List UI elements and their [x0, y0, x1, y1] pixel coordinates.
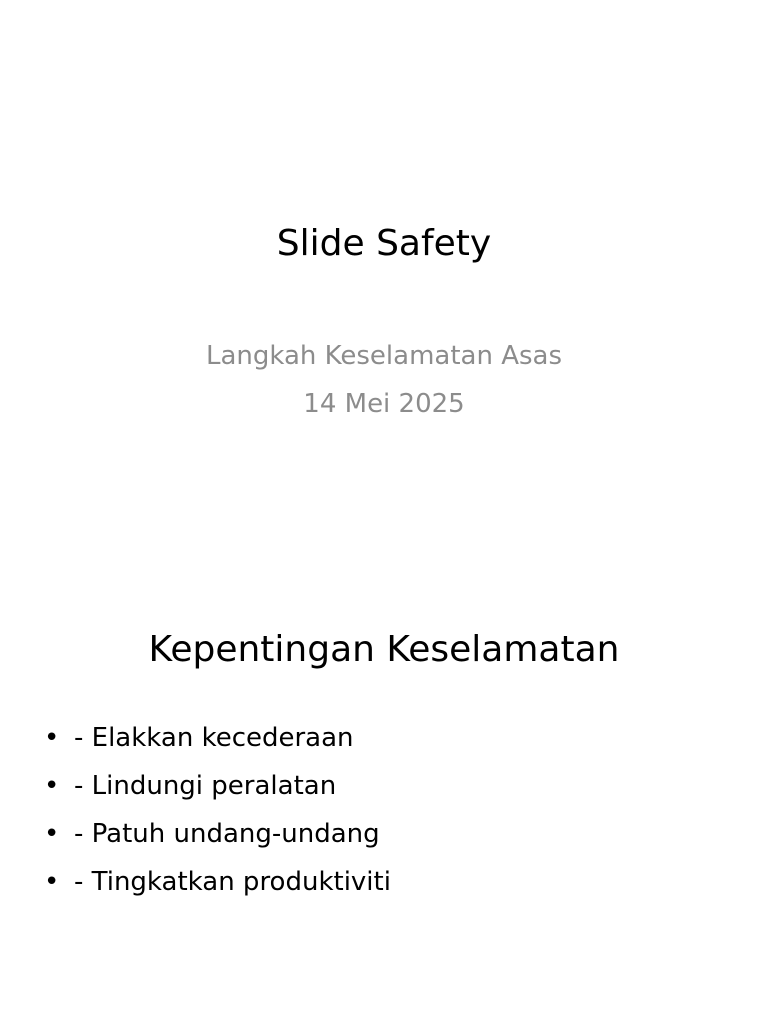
bullet-text: - Elakkan kecederaan	[74, 723, 354, 753]
slide-title: Slide Safety	[276, 223, 492, 264]
bullet-dot-icon: •	[44, 771, 60, 801]
slide-subtitle	[0, 332, 768, 428]
bullet-item	[44, 762, 391, 810]
bullet-text: - Patuh undang-undang	[74, 819, 380, 849]
bullet-dot-icon: •	[44, 723, 60, 753]
bullet-dot-icon: •	[44, 867, 60, 897]
bullet-item	[44, 858, 391, 906]
bullet-list	[44, 714, 391, 906]
bullet-item	[44, 714, 391, 762]
slide-title: Kepentingan Keselamatan	[148, 629, 620, 670]
subtitle-date: 14 Mei 2025	[303, 389, 465, 419]
bullet-dot-icon: •	[44, 819, 60, 849]
bullet-text: - Lindungi peralatan	[74, 771, 337, 801]
bullet-text: - Tingkatkan produktiviti	[74, 867, 391, 897]
content-slide	[0, 512, 768, 1024]
subtitle-line: Langkah Keselamatan Asas	[205, 341, 563, 371]
bullet-item	[44, 810, 391, 858]
